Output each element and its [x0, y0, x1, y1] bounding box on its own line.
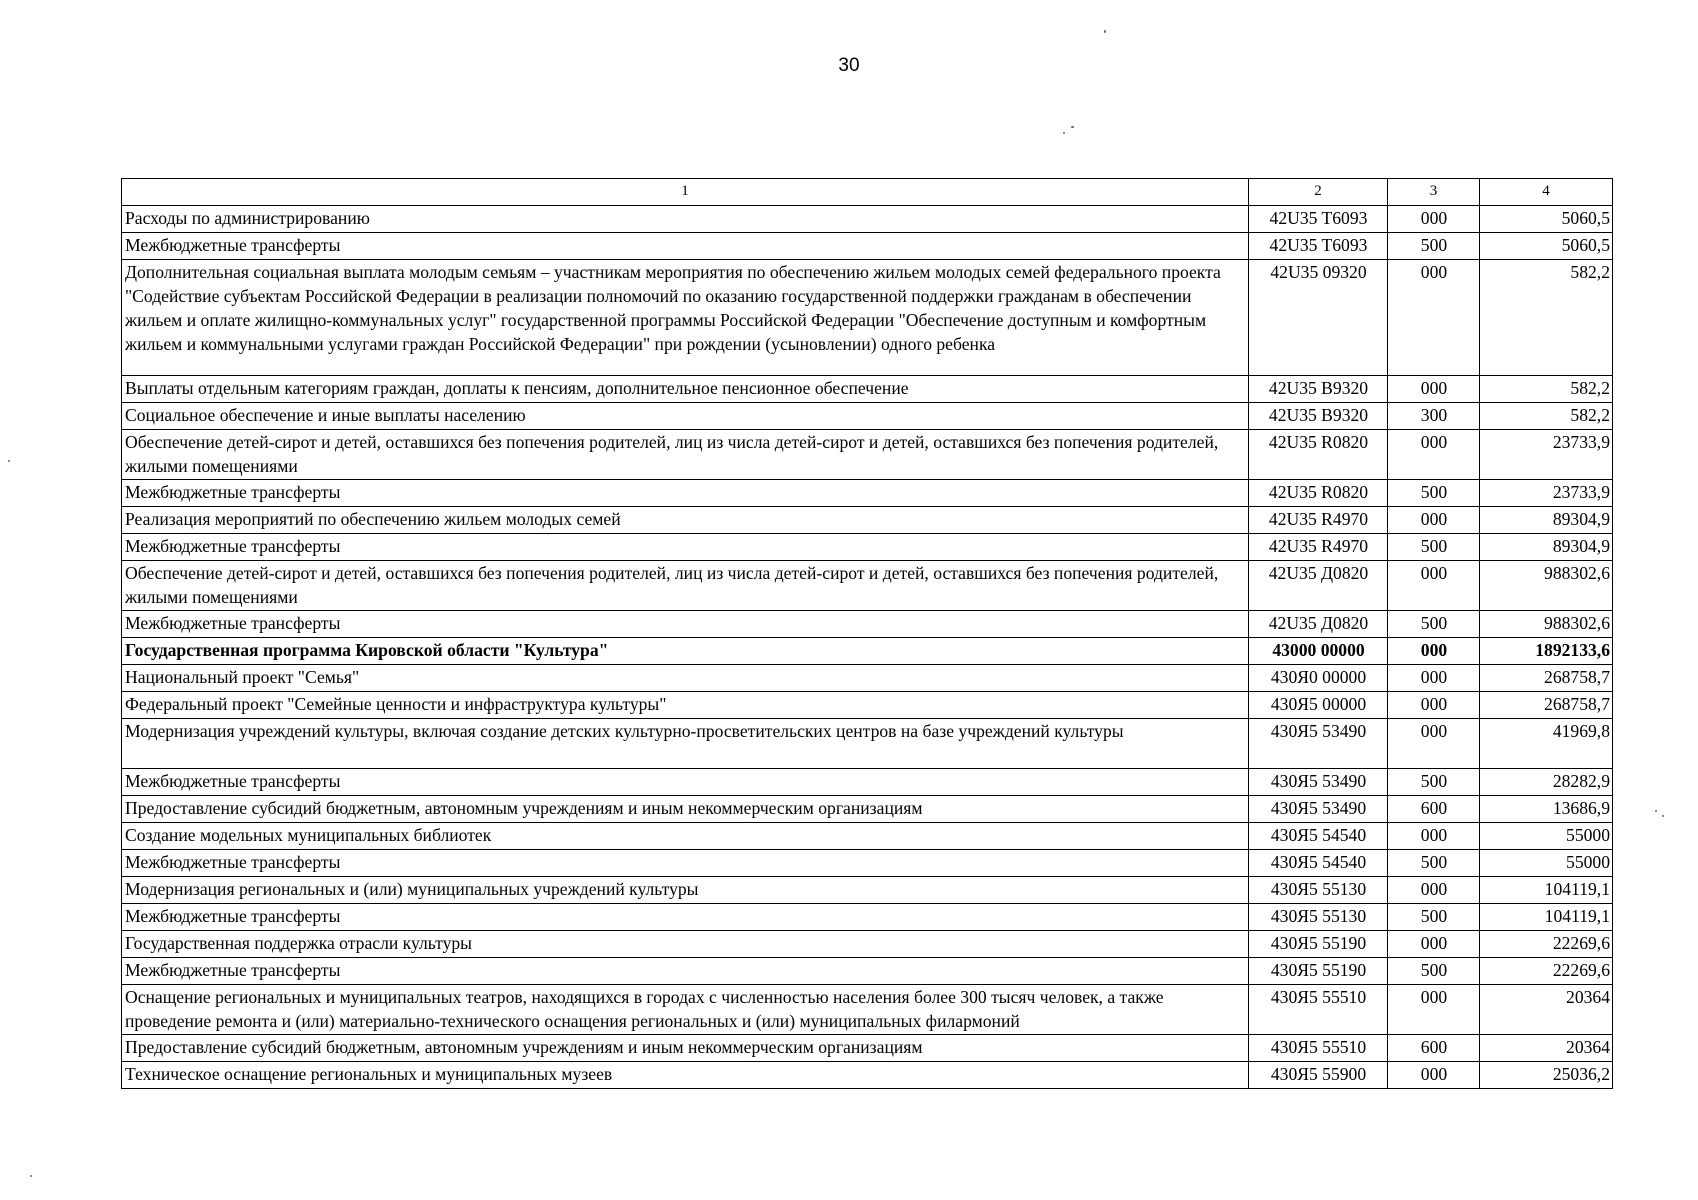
- row-code: 42U35 T6093: [1249, 233, 1388, 260]
- row-code: 430Я5 53490: [1249, 719, 1388, 769]
- table-row: [122, 1035, 1613, 1062]
- row-code: 430Я5 55900: [1249, 1062, 1388, 1089]
- row-code: 430Я5 55190: [1249, 958, 1388, 985]
- row-name: Выплаты отдельным категориям граждан, доплаты к пенсиям, дополнительное пенсионное обеспечение: [122, 376, 1249, 403]
- row-name: Социальное обеспечение и иные выплаты населению: [122, 403, 1249, 430]
- row-type: 000: [1388, 376, 1480, 403]
- table-row: [122, 850, 1613, 877]
- row-amount: 268758,7: [1480, 692, 1613, 719]
- table-row: [122, 1062, 1613, 1089]
- row-type: 000: [1388, 985, 1480, 1035]
- row-type: 000: [1388, 931, 1480, 958]
- row-amount: 104119,1: [1480, 904, 1613, 931]
- row-type: 000: [1388, 507, 1480, 534]
- row-amount: 582,2: [1480, 376, 1613, 403]
- row-type: 000: [1388, 206, 1480, 233]
- row-code: 42U35 Д0820: [1249, 561, 1388, 611]
- row-code: 42U35 R0820: [1249, 480, 1388, 507]
- row-type: 000: [1388, 665, 1480, 692]
- row-name: Модернизация региональных и (или) муниципальных учреждений культуры: [122, 877, 1249, 904]
- table-row: [122, 719, 1613, 769]
- table-row: [122, 233, 1613, 260]
- row-name: Обеспечение детей-сирот и детей, оставшихся без попечения родителей, лиц из числа детей-сирот и детей, оставшихся без попечения родителей, жилыми помещениями: [122, 561, 1249, 611]
- row-amount: 5060,5: [1480, 233, 1613, 260]
- row-amount: 41969,8: [1480, 719, 1613, 769]
- row-code: 430Я5 55130: [1249, 877, 1388, 904]
- row-amount: 1892133,6: [1480, 638, 1613, 665]
- row-amount: 13686,9: [1480, 796, 1613, 823]
- row-code: 430Я5 55510: [1249, 985, 1388, 1035]
- row-name: Модернизация учреждений культуры, включая создание детских культурно-просветительских центров на базе учреждений культуры: [122, 719, 1249, 769]
- table-row: [122, 260, 1613, 376]
- table-row: [122, 376, 1613, 403]
- row-amount: 582,2: [1480, 260, 1613, 376]
- row-name: Реализация мероприятий по обеспечению жильем молодых семей: [122, 507, 1249, 534]
- row-code: 430Я5 54540: [1249, 850, 1388, 877]
- row-amount: 89304,9: [1480, 534, 1613, 561]
- row-name: Межбюджетные трансферты: [122, 904, 1249, 931]
- row-code: 42U35 Д0820: [1249, 611, 1388, 638]
- row-amount: 20364: [1480, 1035, 1613, 1062]
- row-type: 500: [1388, 611, 1480, 638]
- table-row: [122, 931, 1613, 958]
- row-name: Оснащение региональных и муниципальных театров, находящихся в городах с численностью населения более 300 тысяч человек, а также проведение ремонта и (или) материально-технического оснащения региональных и (или) муниципальных филармоний: [122, 985, 1249, 1035]
- row-amount: 5060,5: [1480, 206, 1613, 233]
- row-name: Межбюджетные трансферты: [122, 958, 1249, 985]
- table-row: [122, 561, 1613, 611]
- row-amount: 20364: [1480, 985, 1613, 1035]
- row-type: 500: [1388, 534, 1480, 561]
- row-name: Государственная поддержка отрасли культуры: [122, 931, 1249, 958]
- row-amount: 23733,9: [1480, 430, 1613, 480]
- scan-speck: [8, 460, 10, 462]
- row-name: Обеспечение детей-сирот и детей, оставшихся без попечения родителей, лиц из числа детей-сирот и детей, оставшихся без попечения родителей, жилыми помещениями: [122, 430, 1249, 480]
- row-amount: 268758,7: [1480, 665, 1613, 692]
- row-name: Межбюджетные трансферты: [122, 769, 1249, 796]
- row-code: 42U35 R4970: [1249, 507, 1388, 534]
- scan-speck: [1104, 30, 1106, 33]
- row-name: Межбюджетные трансферты: [122, 233, 1249, 260]
- row-code: 42U35 09320: [1249, 260, 1388, 376]
- table-row: [122, 430, 1613, 480]
- row-name: Национальный проект "Семья": [122, 665, 1249, 692]
- table-row: [122, 534, 1613, 561]
- row-type: 000: [1388, 561, 1480, 611]
- table-row: [122, 769, 1613, 796]
- scan-speck: [1662, 815, 1664, 817]
- row-amount: 89304,9: [1480, 507, 1613, 534]
- row-type: 500: [1388, 480, 1480, 507]
- row-code: 430Я5 55510: [1249, 1035, 1388, 1062]
- table-header-row: [122, 179, 1613, 206]
- row-amount: 22269,6: [1480, 931, 1613, 958]
- row-type: 600: [1388, 1035, 1480, 1062]
- row-type: 000: [1388, 260, 1480, 376]
- row-name: Федеральный проект "Семейные ценности и инфраструктура культуры": [122, 692, 1249, 719]
- table-row: [122, 985, 1613, 1035]
- row-type: 600: [1388, 796, 1480, 823]
- row-code: 42U35 R0820: [1249, 430, 1388, 480]
- row-amount: 988302,6: [1480, 611, 1613, 638]
- row-amount: 28282,9: [1480, 769, 1613, 796]
- row-type: 000: [1388, 692, 1480, 719]
- table-row: [122, 665, 1613, 692]
- row-amount: 55000: [1480, 823, 1613, 850]
- row-amount: 582,2: [1480, 403, 1613, 430]
- row-code: 430Я5 54540: [1249, 823, 1388, 850]
- row-code: 430Я5 53490: [1249, 769, 1388, 796]
- table-row: [122, 904, 1613, 931]
- row-amount: 104119,1: [1480, 877, 1613, 904]
- row-code: 42U35 R4970: [1249, 534, 1388, 561]
- table-row: [122, 480, 1613, 507]
- table-row: [122, 507, 1613, 534]
- table-row: [122, 958, 1613, 985]
- row-code: 43000 00000: [1249, 638, 1388, 665]
- row-name: Дополнительная социальная выплата молодым семьям – участникам мероприятия по обеспечению жильем молодых семей федерального проекта "Содействие субъектам Российской Федерации в реализации полномочий по оказанию государственной поддержки гражданам в обеспечении жильем и оплате жилищно-коммунальных услуг" государственной программы Российской Федерации "Обеспечение доступным и комфортным жильем и коммунальными услугами граждан Российской Федерации" при рождении (усыновлении) одного ребенка: [122, 260, 1249, 376]
- row-name: Предоставление субсидий бюджетным, автономным учреждениям и иным некоммерческим организациям: [122, 796, 1249, 823]
- row-code: 42U35 T6093: [1249, 206, 1388, 233]
- column-header-code: 2: [1249, 179, 1388, 206]
- row-code: 430Я5 00000: [1249, 692, 1388, 719]
- table-row: [122, 796, 1613, 823]
- page-number: 30: [838, 55, 860, 76]
- table-row: [122, 692, 1613, 719]
- column-header-amount: 4: [1480, 179, 1613, 206]
- table-row: [122, 206, 1613, 233]
- row-name: Межбюджетные трансферты: [122, 611, 1249, 638]
- table-row: [122, 403, 1613, 430]
- row-amount: 988302,6: [1480, 561, 1613, 611]
- row-amount: 25036,2: [1480, 1062, 1613, 1089]
- row-code: 430Я5 53490: [1249, 796, 1388, 823]
- scan-speck: [30, 1175, 32, 1177]
- table-row-program-total: [122, 638, 1613, 665]
- row-name: Техническое оснащение региональных и муниципальных музеев: [122, 1062, 1249, 1089]
- row-amount: 55000: [1480, 850, 1613, 877]
- row-code: 42U35 B9320: [1249, 376, 1388, 403]
- table-row: [122, 611, 1613, 638]
- column-header-name: 1: [122, 179, 1249, 206]
- row-code: 430Я0 00000: [1249, 665, 1388, 692]
- row-code: 430Я5 55130: [1249, 904, 1388, 931]
- budget-table: [121, 178, 1613, 1089]
- row-name: Межбюджетные трансферты: [122, 480, 1249, 507]
- scan-speck: [1071, 126, 1074, 128]
- row-name: Межбюджетные трансферты: [122, 534, 1249, 561]
- row-name: Государственная программа Кировской области "Культура": [122, 638, 1249, 665]
- row-name: Межбюджетные трансферты: [122, 850, 1249, 877]
- row-type: 500: [1388, 769, 1480, 796]
- row-type: 000: [1388, 638, 1480, 665]
- row-type: 500: [1388, 850, 1480, 877]
- scan-speck: [1655, 810, 1657, 812]
- row-name: Создание модельных муниципальных библиотек: [122, 823, 1249, 850]
- row-amount: 22269,6: [1480, 958, 1613, 985]
- row-code: 430Я5 55190: [1249, 931, 1388, 958]
- row-type: 500: [1388, 958, 1480, 985]
- row-type: 000: [1388, 877, 1480, 904]
- table-row: [122, 877, 1613, 904]
- table-row: [122, 823, 1613, 850]
- row-amount: 23733,9: [1480, 480, 1613, 507]
- row-type: 000: [1388, 823, 1480, 850]
- column-header-type: 3: [1388, 179, 1480, 206]
- row-type: 000: [1388, 430, 1480, 480]
- scan-speck: [1063, 132, 1065, 134]
- row-type: 000: [1388, 719, 1480, 769]
- row-name: Расходы по администрированию: [122, 206, 1249, 233]
- row-name: Предоставление субсидий бюджетным, автономным учреждениям и иным некоммерческим организациям: [122, 1035, 1249, 1062]
- row-type: 500: [1388, 233, 1480, 260]
- row-type: 300: [1388, 403, 1480, 430]
- row-type: 000: [1388, 1062, 1480, 1089]
- row-type: 500: [1388, 904, 1480, 931]
- row-code: 42U35 B9320: [1249, 403, 1388, 430]
